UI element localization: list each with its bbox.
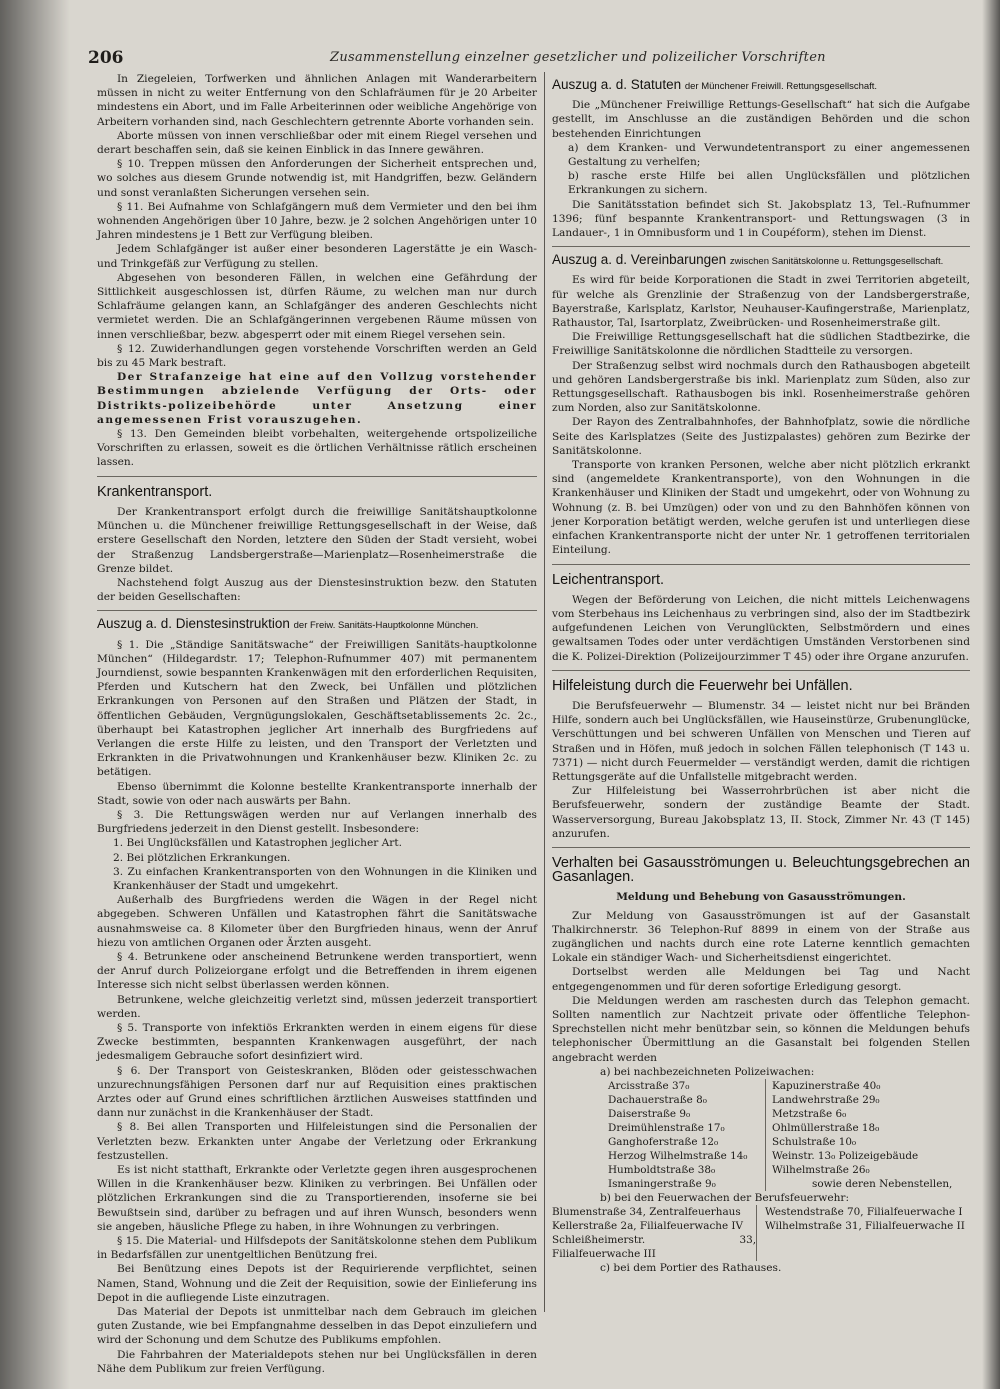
paragraph: Außerhalb des Burgfriedens werden die Wägen in der Regel nicht abgegeben. Schweren Unfällen und Katastrophen fährt die Sanitätswache ausnahmsweise ca. 8 Kilometer über den Burgfrieden hinaus, wenn der Anruf hiezu von amtlichen Organen oder Ärzten ausgeht. [97,894,537,949]
paragraph: Die „Münchener Freiwillige Rettungs-Gesellschaft“ hat sich die Aufgabe gestellt, im Anschlusse an die zuständigen Behörden und die schon bestehenden Einrichtungen [552,99,970,140]
statuten-list [552,141,970,198]
paragraph: § 6. Der Transport von Geisteskranken, Blöden oder geistesschwachen unzurechnungsfähigen Personen darf nur auf Requisition eines praktischen Arztes oder auf Grund eines schriftlichen ärztlichen Ausweises stattfinden und dann nur zunächst in die Krankenhäuser der Stadt. [97,1064,537,1120]
section-rule [97,476,537,477]
paragraph: Die Meldungen werden am raschesten durch das Telephon gemacht. Sollten namentlich zur Nachtzeit private oder öffentliche Telephon-Sprechstellen nicht mehr benützbar sein, so können die Meldungen behufs telephonischer Übermittlung an die Gasanstalt bei folgenden Stellen angebracht werden [552,994,970,1064]
numbered-list [97,836,537,893]
list-item: Landwehrstraße 29₀ [772,1094,880,1106]
paragraph: § 10. Treppen müssen den Anforderungen der Sicherheit entsprechen und, wo solches aus diesem Grunde notwendig ist, mit Handgriffen, bezw. Geländern und sonst veranlaßten Sicherungen versehen sein. [97,158,537,199]
paragraph: § 5. Transporte von infektiös Erkrankten werden in einem eigens für diese Zwecke bestimmten, bespannten Krankenwagen ausgeführt, der nach jedesmaligem Gebrauche sofort desinfiziert wird. [97,1022,537,1063]
right-column [552,72,970,1275]
section-heading-leichentransport: Leichentransport. [552,571,665,588]
feuerwachen-left-list [552,1205,757,1261]
list-item: 3. Zu einfachen Krankentransporten von den Wohnungen in die Kliniken und Krankenhäuser der Stadt und umgekehrt. [113,865,537,892]
column-divider [544,72,545,1312]
paragraph: § 3. Die Rettungswägen werden nur auf Verlangen innerhalb des Burgfriedens jederzeit in den Dienst gestellt. Insbesondere: [97,808,537,836]
list-item: Ismaningerstraße 9₀ [608,1178,716,1190]
list-item: Dreimühlenstraße 17₀ [608,1122,725,1134]
paragraph: Die Freiwillige Rettungsgesellschaft hat die südlichen Stadtbezirke, die Freiwillige Sanitätskolonne die nördlichen Stadtteile zu versorgen. [552,331,970,358]
list-item: Ohlmüllerstraße 18₀ [772,1122,880,1134]
subheading-gas: Meldung und Behebung von Gasausströmungen. [616,891,906,904]
list-item: Ganghoferstraße 12₀ [608,1136,719,1148]
paragraph: Betrunkene, welche gleichzeitig verletzt sind, müssen jederzeit transportiert werden. [97,993,537,1020]
paragraph: Transporte von kranken Personen, welche aber nicht plötzlich erkrankt sind (angemeldete Krankentransporte), von den Wohnungen in die Krankenhäuser und Kliniken der Stadt und umgekehrt, oder von Wohnung zu Wohnung (z. B. bei Umzügen) oder von und zu den Bahnhöfen können von jener Korporation betätigt werden, welche gerufen ist und unterliegen diese einfachen Krankentransporte nicht der unter Nr. 1 getroffenen territorialen Einteilung. [552,459,970,557]
paragraph: § 12. Zuwiderhandlungen gegen vorstehende Vorschriften werden an Geld bis zu 45 Mark bestraft. [97,342,537,370]
list-item: Schleißheimerstr. 33, Filialfeuerwache III [552,1234,756,1261]
paragraph: Dortselbst werden alle Meldungen bei Tag und Nacht entgegengenommen und für deren sofortige Erledigung gesorgt. [552,966,970,993]
paragraph: Ebenso übernimmt die Kolonne bestellte Krankentransporte innerhalb der Stadt, sowie von oder nach auswärts per Bahn. [97,780,537,807]
list-item: sowie deren Nebenstellen, [812,1178,953,1190]
paragraph: Aborte müssen von innen verschließbar oder mit einem Riegel versehen und derart beschaffen sein, daß sie keinen Einblick in das Innere gewähren. [97,129,537,157]
section-heading-statuten [552,78,970,94]
section-heading-dienstesinstruktion [97,617,537,633]
paragraph: Der Rayon des Zentralbahnhofes, der Bahnhofplatz, sowie die nördliche Seite des Karlsplatzes (Seite des Justizpalastes) gehören zum Bezirke der Sanitätskolonne. [552,416,970,457]
list-item: Blumenstraße 34, Zentralfeuerhaus [552,1206,741,1219]
list-item: Dachauerstraße 8₀ [608,1094,707,1106]
list-item: b) rasche erste Hilfe bei allen Unglücksfällen und plötzlichen Erkrankungen zu sichern. [568,170,970,197]
left-column [97,72,537,1376]
paragraph: Abgesehen von besonderen Fällen, in welchen eine Gefährdung der Sittlichkeit ausgeschlossen ist, dürfen Räume, zu welchen man nur durch Schlafräume gelangen kann, an Schlafgänger des anderen Geschlechts nicht vermietet werden. Die an Schlafgängerinnen vergebenen Räume müssen von innen verschließbar, bezw. abgesperrt oder mit einem Riegel versehen sein. [97,271,537,341]
list-item: Arcisstraße 37₀ [608,1080,690,1092]
list-item: a) dem Kranken- und Verwundetentransport zu einer angemessenen Gestaltung zu verhelfen; [568,141,970,169]
polizei-right-list [765,1079,970,1191]
running-head: Zusammenstellung einzelner gesetzlicher und polizeilicher Vorschriften [330,50,826,65]
rathaus-label: c) bei dem Portier des Rathauses. [600,1262,782,1275]
list-item: Wilhelmstraße 31, Filialfeuerwache II [765,1220,965,1233]
list-item: Schulstraße 10₀ [772,1136,857,1148]
heading-sub: der Münchener Freiwill. Rettungsgesellschaft. [684,81,878,92]
list-item: 1. Bei Unglücksfällen und Katastrophen jeglicher Art. [113,837,402,850]
paragraph: § 13. Den Gemeinden bleibt vorbehalten, weitergehende ortspolizeiliche Vorschriften zu erlassen, soweit es die örtlichen Verhältnisse rätlich erscheinen lassen. [97,428,537,469]
paragraph: § 8. Bei allen Transporten und Hilfeleistungen sind die Personalien der Verletzten bezw. Erkankten unter Angabe der Verletzung oder Erkrankung festzustellen. [97,1121,537,1162]
list-item: Daiserstraße 9₀ [608,1108,691,1120]
paragraph: Der Krankentransport erfolgt durch die freiwillige Sanitätshauptkolonne München u. die Münchener freiwillige Rettungsgesellschaft in der Weise, daß erstere Gesellschaft den Norden, letztere den Süden der Stadt versieht, wobei der Straßenzug Landsbergerstraße—Marienplatz—Rosenheimerstraße die Grenze bildet. [97,505,537,575]
section-heading-gas: Verhalten bei Gasausströmungen u. Beleuchtungsgebrechen an Gasanlagen. [552,854,970,886]
section-rule [552,564,970,565]
heading-sub: zwischen Sanitätskolonne u. Rettungsgesellschaft. [729,256,944,268]
paragraph: In Ziegeleien, Torfwerken und ähnlichen Anlagen mit Wanderarbeitern müssen in nicht zu weiter Entfernung von den Schlafräumen für je 20 Arbeiter mindestens ein Abort, und im Falle Arbeiterinnen oder weibliche Angehörige von Arbeitern vorhanden sind, nach Geschlechtern getrennte Aborte vorhanden sein. [97,73,537,128]
polizei-address-grid [552,1079,970,1191]
list-item: Kapuzinerstraße 40₀ [772,1080,881,1092]
feuerwachen-grid [552,1205,970,1261]
paragraph: Der Straßenzug selbst wird nochmals durch den Rathausbogen abgeteilt und gehören Landsbergerstraße bis inkl. Marienplatz zum Süden, also zur Rettungsgesellschaft. Rathausbogen bis inkl. Rosenheimerstraße gehören zum Norden, also zur Sanitätskolonne. [552,359,970,415]
heading-main: Auszug a. d. Vereinbarungen [552,252,727,268]
section-heading-feuerwehr: Hilfeleistung durch die Feuerwehr bei Unfällen. [552,677,853,694]
paragraph: § 4. Betrunkene oder anscheinend Betrunkene werden transportiert, wenn der Anruf durch Polizeiorgane erfolgt und die Betreffenden in ihrem eigenen Interesse sich nicht selbst überlassen werden können. [97,950,537,992]
paragraph: Bei Benützung eines Depots ist der Requirierende verpflichtet, seinen Namen, Stand, Wohnung und die Zeit der Requisition, sowie der Einlieferung ins Depot in die aufliegende Liste einzutragen. [97,1263,537,1304]
feuerwachen-label: b) bei den Feuerwachen der Berufsfeuerwehr: [600,1192,850,1204]
list-item: Wilhelmstraße 26₀ [772,1164,870,1176]
feuerwachen-right-list [765,1205,970,1261]
list-item: Weinstr. 13₀ Polizeigebäude [772,1150,919,1162]
spaced-paragraph: Der Strafanzeige hat eine auf den Vollzug vorstehender Bestimmungen abzielende Verfügung der Orts- oder Distrikts-polizeibehörde unter Ansetzung einer angemessenen Frist vorauszugehen. [97,371,537,426]
paragraph: Es wird für beide Korporationen die Stadt in zwei Territorien abgeteilt, für welche als Grenzlinie der Straßenzug von der Landsbergerstraße, Bayerstraße, Karlsplatz, Karlstor, Neuhauser-Kaufingerstraße, Marienplatz, Rathaustor, Tal, Isartorplatz, Zweibrücken- und Rosenheimerstraße gilt. [552,274,970,330]
section-rule [97,610,537,611]
paragraph: Die Berufsfeuerwehr — Blumenstr. 34 — leistet nicht nur bei Bränden Hilfe, sondern auch bei Unglücksfällen, wie Hauseinstürze, Grubenunglücke, Verschüttungen und bei schweren Unfällen von Menschen und Tieren auf Straßen und in Höfen, muß jedoch in solchen Fällen telephonisch (T 143 u. 7371) — nicht durch Feuermelder — verständigt werden, damit die richtigen Rettungsgeräte auf die Unfallstelle mitgebracht werden. [552,699,970,783]
paragraph: Die Sanitätsstation befindet sich St. Jakobsplatz 13, Tel.-Rufnummer 1396; fünf bespannte Krankentransport- und Rettungswagen (3 in Landauer-, 1 in Omnibusform und 1 in Coupéform), stehen im Dienst. [552,198,970,240]
section-rule [552,670,970,671]
paragraph: § 15. Die Material- und Hilfsdepots der Sanitätskolonne stehen dem Publikum in Bedarfsfällen zur unentgeltlichen Benützung frei. [97,1235,537,1262]
polizei-left-list [552,1079,757,1191]
paragraph: § 11. Bei Aufnahme von Schlafgängern muß dem Vermieter und den bei ihm wohnenden Angehörigen über 10 Jahre, bezw. je 2 solchen Angehörigen unter 10 Jahren mindestens je 1 Bett zur Verfügung bleiben. [97,200,537,242]
list-item: Metzstraße 6₀ [772,1108,847,1120]
list-item: Humboldtstraße 38₀ [608,1164,716,1176]
paragraph: Nachstehend folgt Auszug aus der Dienstesinstruktion bezw. den Statuten der beiden Gesellschaften: [97,576,537,604]
section-rule [552,246,970,247]
paragraph: Wegen der Beförderung von Leichen, die nicht mittels Leichenwagens vom Sterbehaus ins Leichenhaus zu verbringen sind, also der im Stadtbezirk aufgefundenen Leichen von Verunglückten, Selbstmördern und eines gewaltsamen Todes oder unter verdächtigen Umständen Verstorbenen sind die K. Polizei-Direktion (Polizeijourzimmer T 45) oder ihre Organe anzurufen. [552,593,970,663]
list-item: Kellerstraße 2a, Filialfeuerwache IV [552,1220,744,1233]
list-item: Herzog Wilhelmstraße 14₀ [608,1150,748,1162]
section-rule [552,847,970,848]
heading-main: Auszug a. d. Dienstesinstruktion [97,616,290,632]
paragraph: § 1. Die „Ständige Sanitätswache“ der Freiwilligen Sanitäts-hauptkolonne München“ (Hildegardstr. 17; Telephon-Rufnummer 407) mit permanentem Journdienst, sowie bespannten Krankenwägen mit den erforderlichen Requisiten, Pferden und Kutschern hat den Zweck, bei Unfällen und plötzlichen Erkrankungen von Personen auf den Straßen und Plätzen der Stadt, in öffentlichen Gebäuden, Vergnügungslokalen, Geschäftsetablissements 2c. 2c., überhaupt bei Katastrophen jeglicher Art innerhalb des Burgfriedens auf Verlangen die erste Hilfe zu leisten, und den Transport der Verletzten und Erkrankten in die Privatwohnungen und Krankenhäuser bezw. Kliniken 2c. zu betätigen. [97,638,537,779]
paragraph: Jedem Schlafgänger ist außer einer besonderen Lagerstätte je ein Wasch- und Trinkgefäß zur Verfügung zu stellen. [97,243,537,270]
paragraph: Die Fahrbahren der Materialdepots stehen nur bei Unglücksfällen in deren Nähe dem Publikum zur freien Verfügung. [97,1348,537,1375]
paragraph: Es ist nicht statthaft, Erkrankte oder Verletzte gegen ihren ausgesprochenen Willen in die Krankenhäuser bezw. Kliniken zu verbringen. Bei Unfällen oder plötzlichen Erkrankungen sind die zu Transportierenden, insoferne sie bei Bewußtsein sind, darüber zu befragen und auf ihren Wunsch, besonders wenn sie angeben, häusliche Pflege zu haben, in ihre Wohnungen zu verbringen. [97,1164,537,1233]
paragraph: Zur Hilfeleistung bei Wasserrohrbrüchen ist aber nicht die Berufsfeuerwehr, sondern der zuständige Beamte der Stadt. Wasserversorgung, Bureau Jakobsplatz 13, II. Stock, Zimmer Nr. 43 (T 145) anzurufen. [552,785,970,840]
heading-sub: der Freiw. Sanitäts-Hauptkolonne München. [293,620,479,632]
page-number: 206 [88,48,124,68]
section-heading-krankentransport: Krankentransport. [97,483,213,500]
list-item: 2. Bei plötzlichen Erkrankungen. [113,851,291,864]
list-item: Westendstraße 70, Filialfeuerwache I [765,1206,963,1219]
polizei-label: a) bei nachbezeichneten Polizeiwachen: [600,1065,815,1078]
paragraph: Das Material der Depots ist unmittelbar nach dem Gebrauch im gleichen guten Zustande, wie bei Empfangnahme desselben in das Depot einzuliefern und wird der Schonung und dem Schutze des Publikums empfohlen. [97,1306,537,1347]
paragraph: Zur Meldung von Gasausströmungen ist auf der Gasanstalt Thalkirchnerstr. 36 Telephon-Ruf 8899 in einem von der Straße aus zugänglichen und nachts durch eine rote Laterne kenntlich gemachten Lokale ein ständiger Wach- und Sicherheitsdienst eingerichtet. [552,909,970,965]
heading-main: Auszug a. d. Statuten [552,77,682,92]
section-heading-vereinbarungen [552,253,970,269]
